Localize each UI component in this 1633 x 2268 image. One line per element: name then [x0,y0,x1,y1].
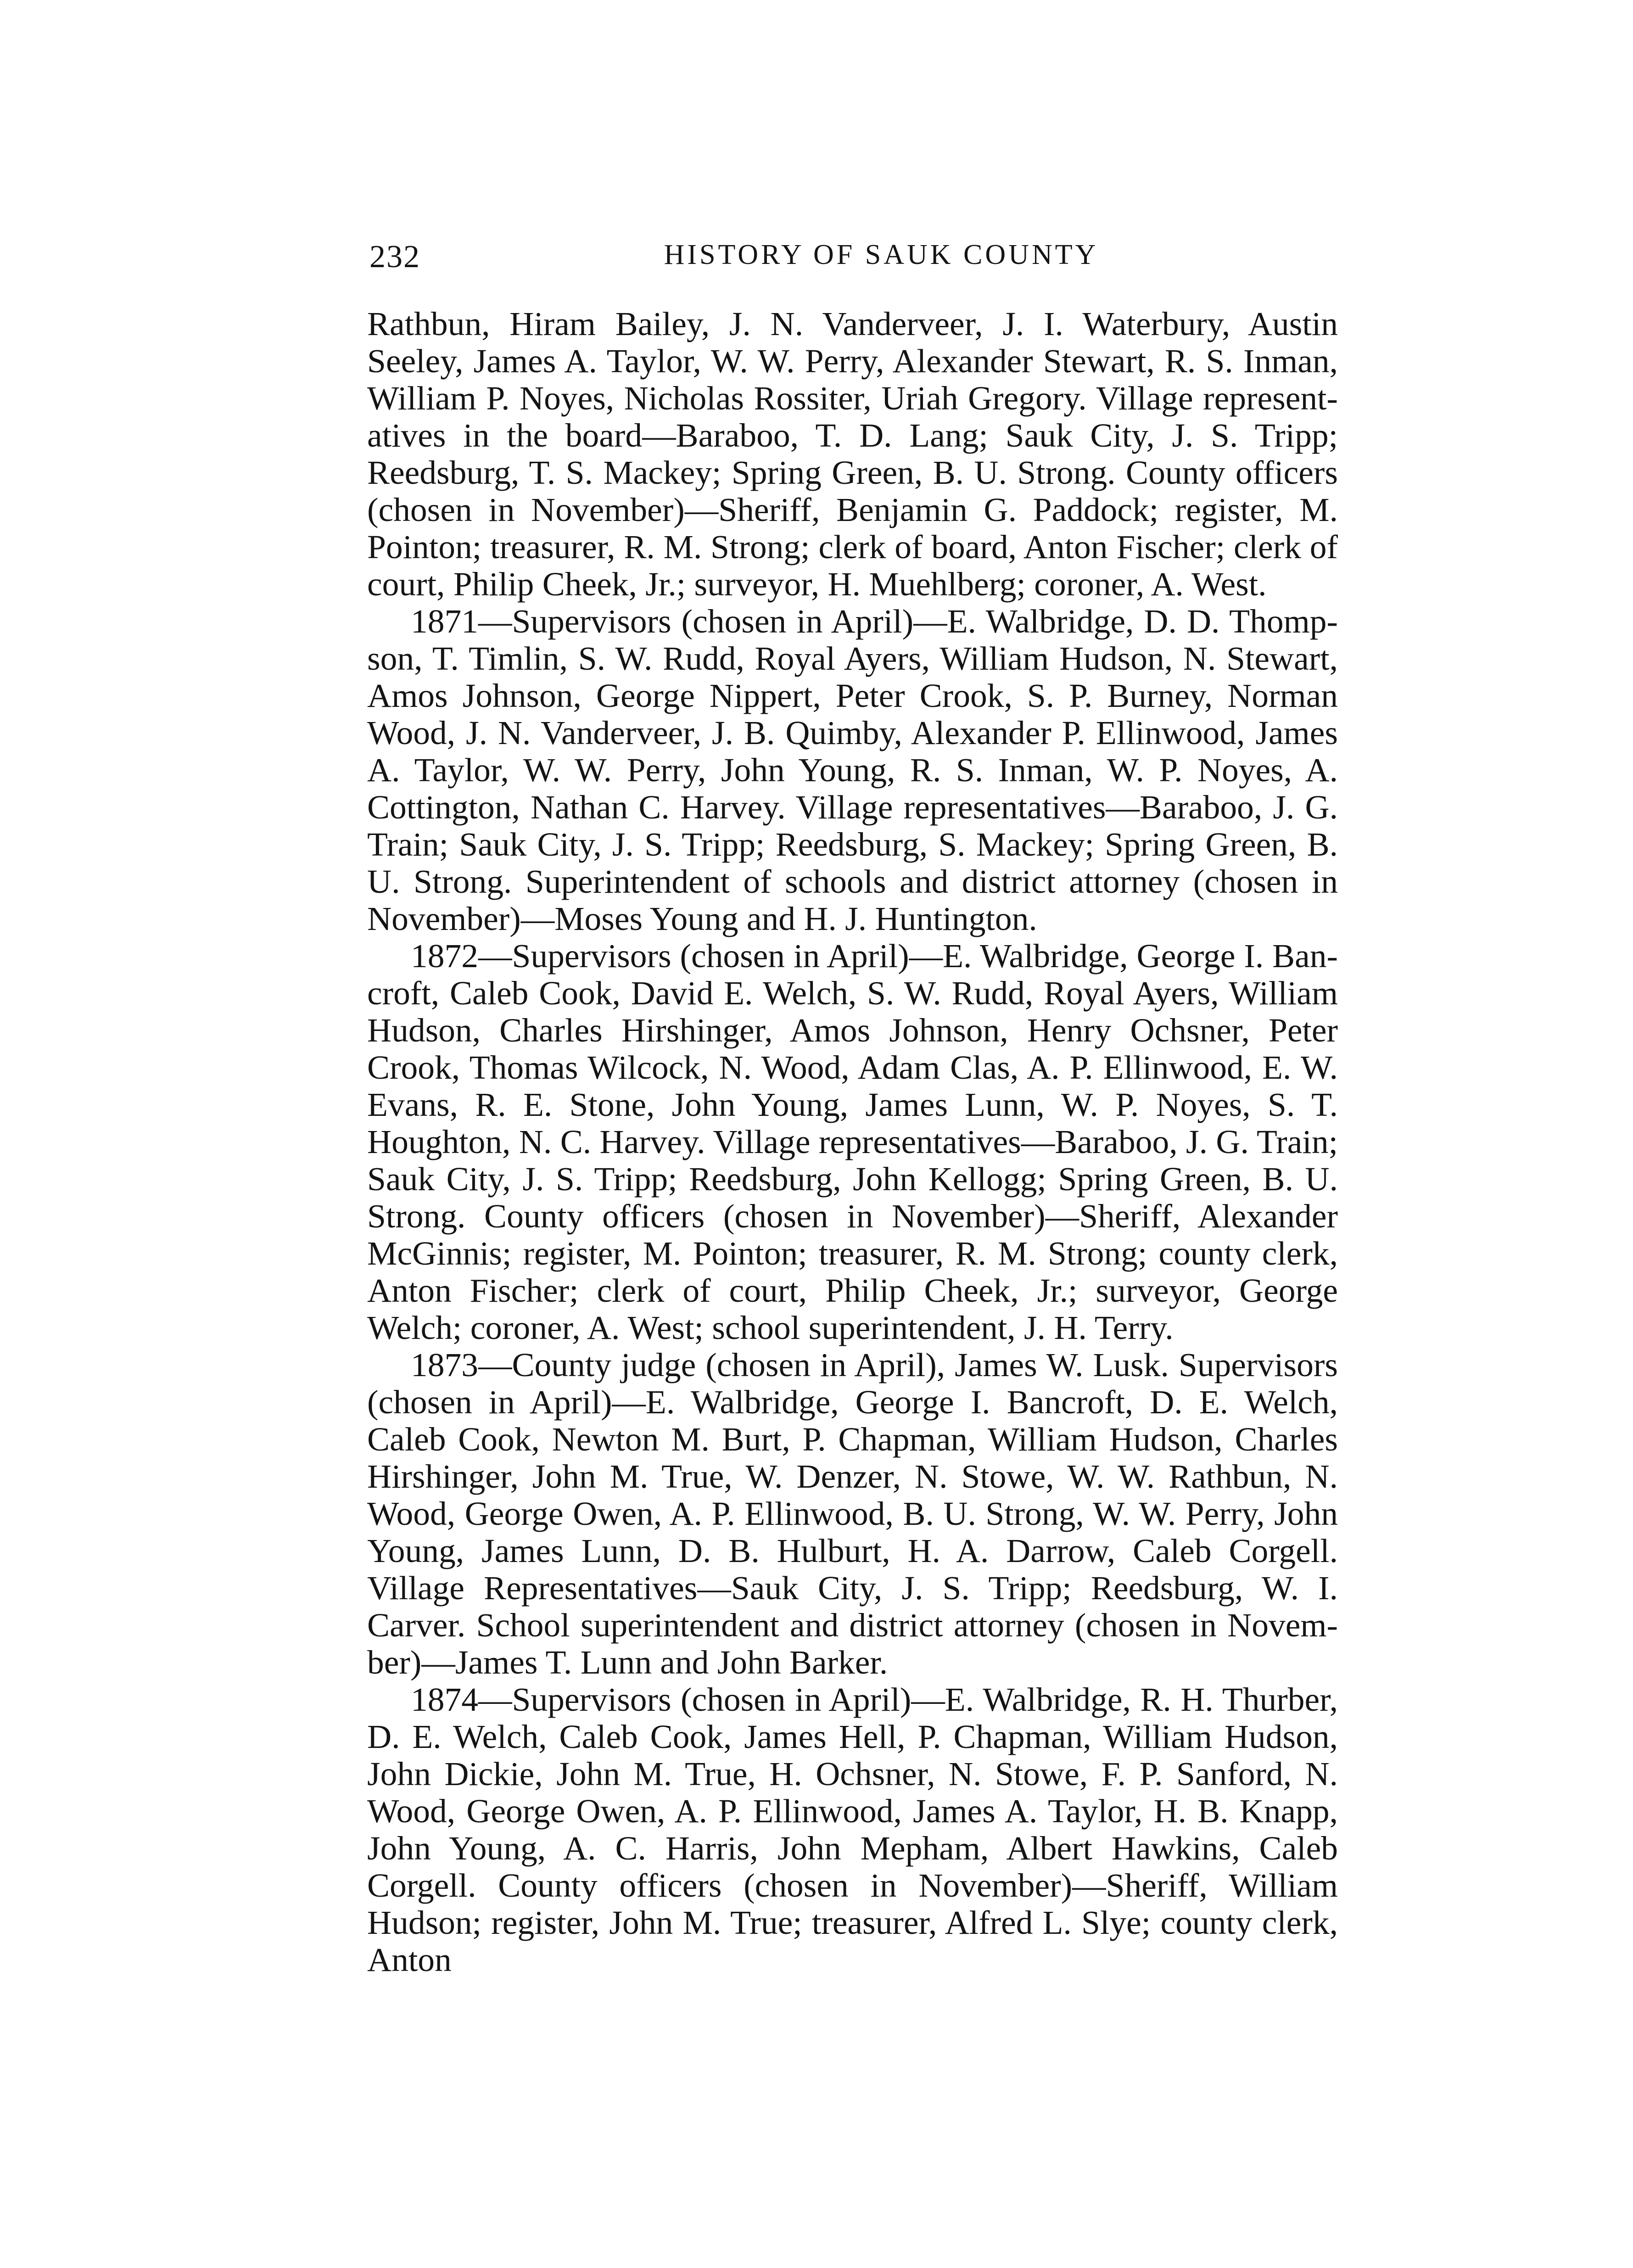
paragraph-1872: 1872—Supervisors (chosen in April)—E. Walbridge, George I. Bancroft, Caleb Cook, David E. Welch, S. W. Rudd, Royal Ayers, William Hudson, Charles Hirshinger, Amos Johnson, Henry Ochsner, Peter Crook, Thomas Wilcock, N. Wood, Adam Clas, A. P. Ellinwood, E. W. Evans, R. E. Stone, John Young, James Lunn, W. P. Noyes, S. T. Houghton, N. C. Harvey. Village representatives—Baraboo, J. G. Train; Sauk City, J. S. Tripp; Reedsburg, John Kellogg; Spring Green, B. U. Strong. County officers (chosen in November)—Sheriff, Alexander McGinnis; register, M. Pointon; treasurer, R. M. Strong; county clerk, Anton Fischer; clerk of court, Philip Cheek, Jr.; surveyor, George Welch; coroner, A. West; school superintendent, J. H. Terry. [367,937,1338,1346]
paragraph-1873: 1873—County judge (chosen in April), James W. Lusk. Supervisors (chosen in April)—E. Walbridge, George I. Bancroft, D. E. Welch, Caleb Cook, Newton M. Burt, P. Chapman, William Hudson, Charles Hirshinger, John M. True, W. Denzer, N. Stowe, W. W. Rathbun, N. Wood, George Owen, A. P. Ellinwood, B. U. Strong, W. W. Perry, John Young, James Lunn, D. B. Hulburt, H. A. Darrow, Caleb Corgell. Village Representatives—Sauk City, J. S. Tripp; Reedsburg, W. I. Carver. School superintendent and district attorney (chosen in November)—James T. Lunn and John Barker. [367,1346,1338,1681]
paragraph-1871: 1871—Supervisors (chosen in April)—E. Walbridge, D. D. Thompson, T. Timlin, S. W. Rudd, Royal Ayers, William Hudson, N. Stewart, Amos Johnson, George Nippert, Peter Crook, S. P. Burney, Norman Wood, J. N. Vanderveer, J. B. Quimby, Alexander P. Ellinwood, James A. Taylor, W. W. Perry, John Young, R. S. Inman, W. P. Noyes, A. Cottington, Nathan C. Harvey. Village representatives—Baraboo, J. G. Train; Sauk City, J. S. Tripp; Reedsburg, S. Mackey; Spring Green, B. U. Strong. Superintendent of schools and district attorney (chosen in November)—Moses Young and H. J. Huntington. [367,603,1338,937]
paragraph-continued-1870: Rathbun, Hiram Bailey, J. N. Vanderveer, J. I. Waterbury, Austin Seeley, James A. Taylor, W. W. Perry, Alexander Stewart, R. S. Inman, William P. Noyes, Nicholas Rossiter, Uriah Gregory. Village representatives in the board—Baraboo, T. D. Lang; Sauk City, J. S. Tripp; Reedsburg, T. S. Mackey; Spring Green, B. U. Strong. County officers (chosen in November)—Sheriff, Benjamin G. Paddock; register, M. Pointon; treasurer, R. M. Strong; clerk of board, Anton Fischer; clerk of court, Philip Cheek, Jr.; surveyor, H. Muehlberg; coroner, A. West. [367,305,1338,603]
page-number: 232 [369,239,420,274]
running-head [369,239,1338,289]
body-text [367,305,1338,1981]
paragraph-1874: 1874—Supervisors (chosen in April)—E. Walbridge, R. H. Thurber, D. E. Welch, Caleb Cook, James Hell, P. Chapman, William Hudson, John Dickie, John M. True, H. Ochsner, N. Stowe, F. P. Sanford, N. Wood, George Owen, A. P. Ellinwood, James A. Taylor, H. B. Knapp, John Young, A. C. Harris, John Mepham, Albert Hawkins, Caleb Corgell. County officers (chosen in November)—Sheriff, William Hudson; register, John M. True; treasurer, Alfred L. Slye; county clerk, Anton [367,1681,1338,1978]
running-title: HISTORY OF SAUK COUNTY [664,239,1099,270]
